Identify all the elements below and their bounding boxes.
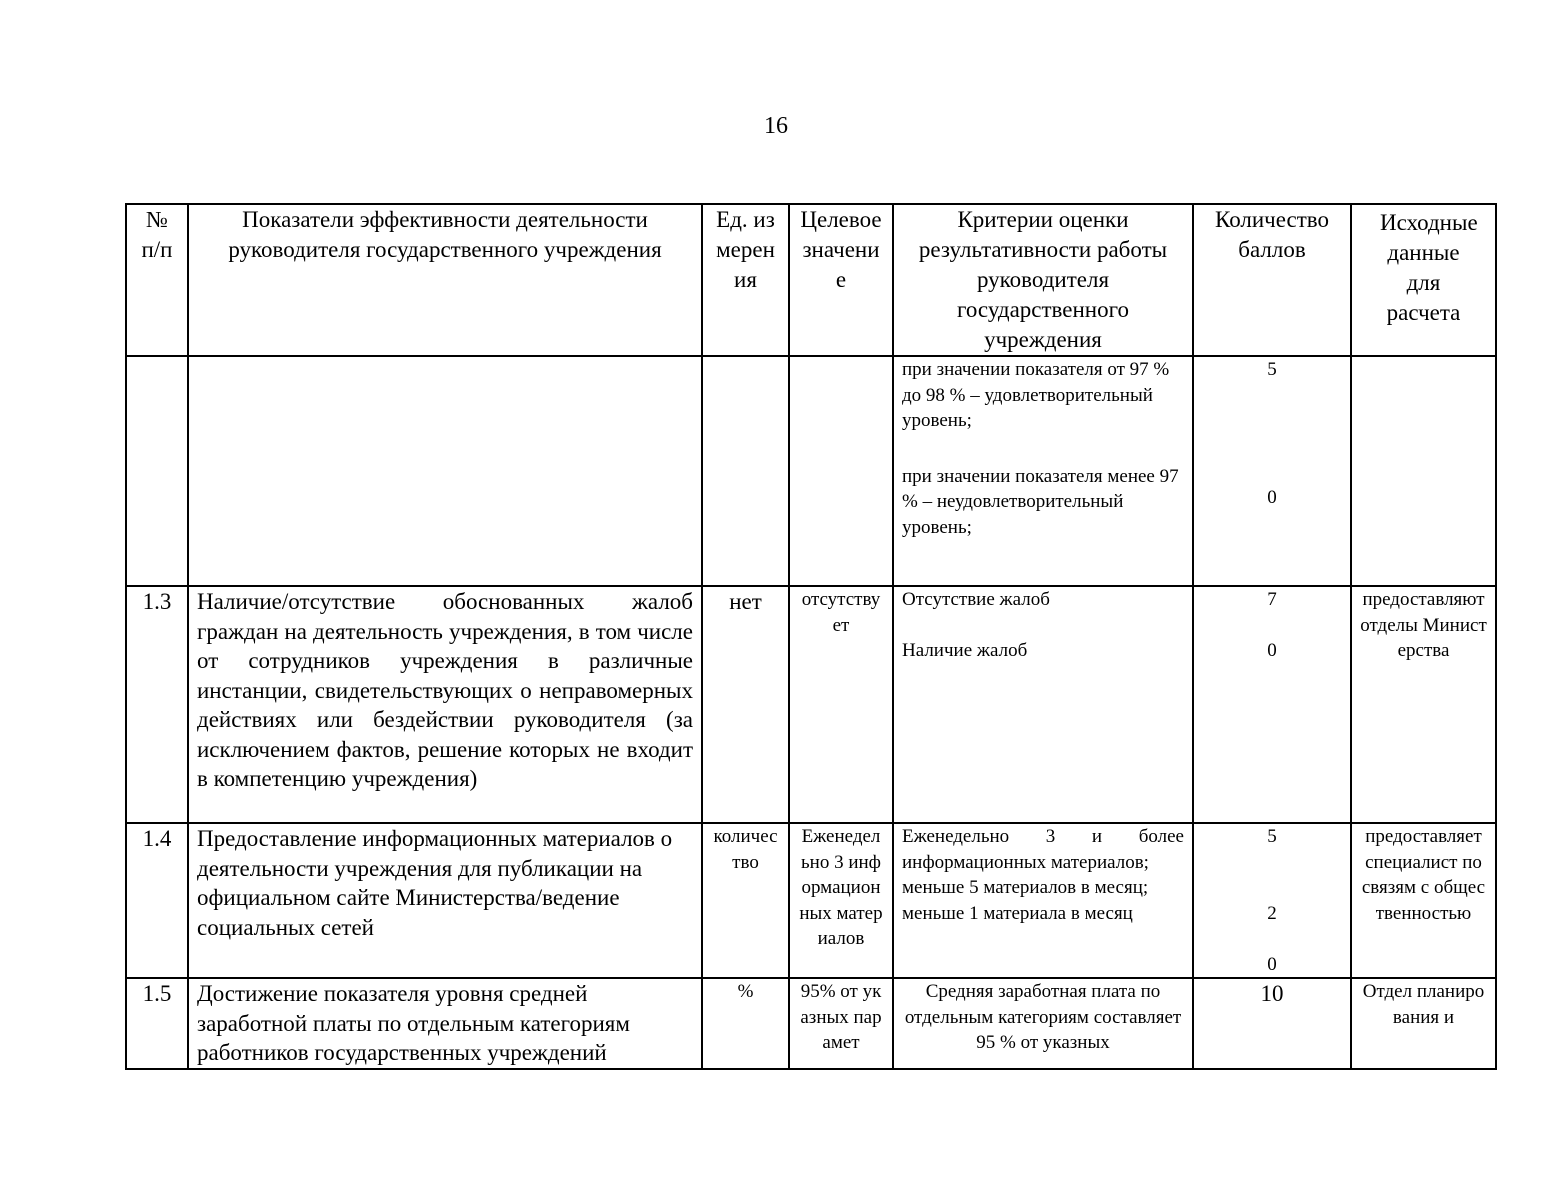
score-complaints: 0 <box>1267 640 1277 661</box>
header-score: Количество баллов <box>1193 204 1351 356</box>
score-weekly: 5 <box>1267 826 1277 847</box>
table-row-continuation <box>126 356 1496 586</box>
target-value: отсутствует <box>789 586 893 823</box>
criteria-monthly-5: меньше 5 материалов в месяц; <box>902 877 1149 898</box>
score-unsatisfactory: 0 <box>1267 486 1277 508</box>
header-criteria: Критерии оценки результативности работы руководителя государственного учреждения <box>893 204 1193 356</box>
score-monthly-5: 2 <box>1267 902 1277 924</box>
target-value: 95% от указных парамет <box>789 978 893 1069</box>
row-number: 1.3 <box>126 586 188 823</box>
unit-value: нет <box>702 586 789 823</box>
table-row-1-3 <box>126 586 1496 823</box>
row-number: 1.4 <box>126 823 188 978</box>
score-monthly-1: 0 <box>1267 953 1277 975</box>
score-cell <box>1193 586 1351 823</box>
criteria-complaints: Наличие жалоб <box>902 640 1028 661</box>
target-value: Еженедельно 3 информационных материалов <box>789 823 893 978</box>
unit-value: % <box>702 978 789 1069</box>
indicator-text: Предоставление информационных материалов о деятельности учреждения для публикации на официальном сайте Министерства/ведение социальных сетей <box>188 823 702 978</box>
score-satisfactory: 5 <box>1267 359 1277 380</box>
criteria-monthly-1: меньше 1 материала в месяц <box>902 902 1133 924</box>
header-row <box>126 204 1496 356</box>
cell-criteria <box>893 356 1193 586</box>
efficiency-table <box>125 203 1497 1070</box>
cell-num-empty <box>126 356 188 586</box>
criteria-satisfactory: при значении показателя от 97 % до 98 % – удовлетворительный уровень; <box>902 359 1170 431</box>
criteria-cell <box>893 823 1193 978</box>
header-source: Исходные данные для расчета <box>1351 204 1496 356</box>
indicator-text: Наличие/отсутствие обоснованных жалоб граждан на деятельность учреждения, в том числе от сотрудников учреждения в различные инстанции, свидетельствующих о неправомерных действиях или бездействии руководителя (за исключением фактов, решение которых не входит в компетенцию учреждения) <box>188 586 702 823</box>
cell-target-empty <box>789 356 893 586</box>
cell-score <box>1193 356 1351 586</box>
header-indicator: Показатели эффективности деятельности руководителя государственного учреждения <box>188 204 702 356</box>
criteria-unsatisfactory: при значении показателя менее 97 % – неудовлетворительный уровень; <box>902 465 1179 538</box>
criteria-cell <box>893 586 1193 823</box>
header-num: № п/п <box>126 204 188 356</box>
criteria-weekly: Еженедельно 3 и более информационных материалов; <box>902 826 1184 873</box>
cell-source-empty <box>1351 356 1496 586</box>
table-row-1-5 <box>126 978 1496 1069</box>
header-unit: Ед. измерения <box>702 204 789 356</box>
criteria-no-complaints: Отсутствие жалоб <box>902 589 1050 610</box>
score-value: 10 <box>1193 978 1351 1069</box>
unit-value: количество <box>702 823 789 978</box>
source-text: предоставляют отделы Министерства <box>1351 586 1496 823</box>
score-cell <box>1193 823 1351 978</box>
cell-indicator-empty <box>188 356 702 586</box>
cell-unit-empty <box>702 356 789 586</box>
row-number: 1.5 <box>126 978 188 1069</box>
criteria-text: Средняя заработная плата по отдельным категориям составляет 95 % от указных <box>893 978 1193 1069</box>
score-no-complaints: 7 <box>1267 589 1277 610</box>
table-row-1-4 <box>126 823 1496 978</box>
header-target: Целевое значение <box>789 204 893 356</box>
indicator-text: Достижение показателя уровня средней заработной платы по отдельным категориям работников государственных учреждений <box>188 978 702 1069</box>
source-text: предоставляет специалист по связям с общественностью <box>1351 823 1496 978</box>
source-text: Отдел планирования и <box>1351 978 1496 1069</box>
page-number: 16 <box>764 113 788 139</box>
